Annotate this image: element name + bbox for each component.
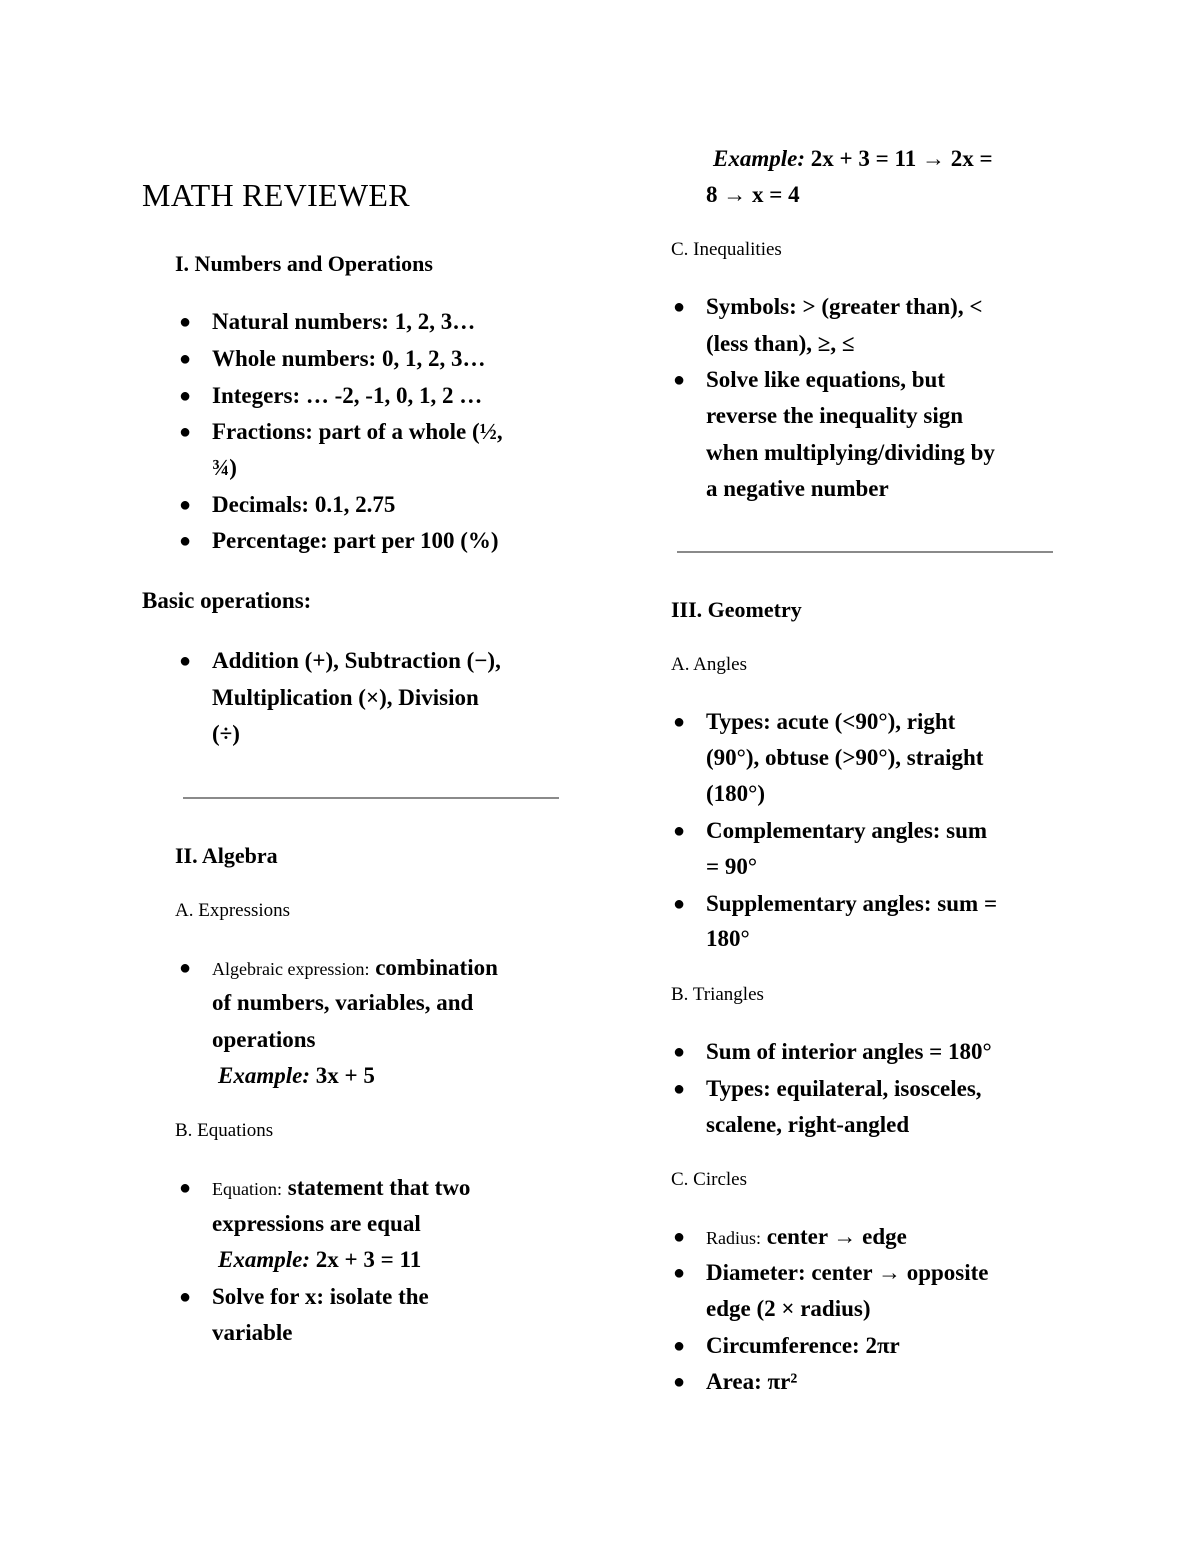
bullet-icon: ● [673, 711, 686, 733]
bullet-icon: ● [179, 494, 192, 516]
bullet-icon: ● [179, 957, 192, 979]
list-item: ● Solve like equations, but [706, 362, 945, 399]
list-item-continuation: reverse the inequality sign [706, 403, 964, 428]
triangles-subheading: B. Triangles [671, 984, 764, 1005]
circles-subheading: C. Circles [671, 1169, 747, 1190]
list-item-continuation: 180° [706, 926, 750, 951]
example-line: Example: 2x + 3 = 11 → 2x = [713, 146, 993, 171]
list-item: ● Radius: center → edge [706, 1219, 907, 1257]
list-item: ● Complementary angles: sum [706, 813, 987, 850]
bullet-icon: ● [673, 1262, 686, 1284]
example-line: Example: 2x + 3 = 11 [218, 1247, 422, 1272]
section-2-heading: II. Algebra [175, 843, 278, 868]
basic-operations-heading: Basic operations: [142, 588, 312, 613]
list-item: ● Sum of interior angles = 180° [706, 1034, 992, 1071]
list-item-continuation: (÷) [212, 721, 240, 746]
page-title: MATH REVIEWER [142, 177, 410, 213]
bullet-icon: ● [673, 1078, 686, 1100]
bullet-icon: ● [673, 296, 686, 318]
list-item: ● Circumference: 2πr [706, 1328, 900, 1365]
list-item: ● Whole numbers: 0, 1, 2, 3… [212, 341, 485, 378]
list-item-continuation: edge (2 × radius) [706, 1296, 871, 1321]
list-item: ● Area: πr² [706, 1364, 797, 1401]
bullet-icon: ● [179, 348, 192, 370]
list-item-continuation: scalene, right-angled [706, 1112, 910, 1137]
list-item: ● Symbols: > (greater than), < [706, 289, 982, 326]
list-item: ● Integers: … -2, -1, 0, 1, 2 … [212, 378, 482, 415]
list-item-continuation: of numbers, variables, and [212, 990, 474, 1015]
list-item: ● Percentage: part per 100 (%) [212, 523, 499, 560]
list-item-continuation: a negative number [706, 476, 889, 501]
list-item: ● Decimals: 0.1, 2.75 [212, 487, 395, 524]
bullet-icon: ● [179, 650, 192, 672]
bullet-icon: ● [179, 311, 192, 333]
bullet-icon: ● [673, 1041, 686, 1063]
list-item: ● Types: equilateral, isosceles, [706, 1071, 982, 1108]
bullet-icon: ● [179, 530, 192, 552]
inequalities-subheading: C. Inequalities [671, 239, 782, 260]
list-item-continuation: (90°), obtuse (>90°), straight [706, 745, 984, 770]
list-item: ● Algebraic expression: combination [212, 950, 498, 988]
bullet-icon: ● [673, 893, 686, 915]
list-item-continuation: variable [212, 1320, 293, 1345]
list-item-continuation: (less than), ≥, ≤ [706, 331, 855, 356]
bullet-icon: ● [179, 385, 192, 407]
list-item-continuation: ¾) [212, 455, 237, 480]
section-divider [183, 797, 559, 799]
bullet-icon: ● [179, 421, 192, 443]
list-item: ● Addition (+), Subtraction (−), [212, 643, 501, 680]
bullet-icon: ● [179, 1177, 192, 1199]
bullet-icon: ● [673, 1226, 686, 1248]
angles-subheading: A. Angles [671, 654, 747, 675]
expressions-subheading: A. Expressions [175, 900, 291, 921]
section-1-heading: I. Numbers and Operations [175, 251, 433, 276]
list-item-continuation: (180°) [706, 781, 766, 806]
list-item-continuation: Multiplication (×), Division [212, 685, 479, 710]
bullet-icon: ● [673, 369, 686, 391]
bullet-icon: ● [179, 1286, 192, 1308]
list-item: ● Supplementary angles: sum = [706, 886, 997, 923]
list-item: ● Equation: statement that two [212, 1170, 470, 1208]
list-item: ● Solve for x: isolate the [212, 1279, 429, 1316]
list-item: ● Diameter: center → opposite [706, 1255, 989, 1292]
list-item-continuation: when multiplying/dividing by [706, 440, 995, 465]
list-item: ● Types: acute (<90°), right [706, 704, 955, 741]
list-item: ● Fractions: part of a whole (½, [212, 414, 503, 451]
equations-subheading: B. Equations [175, 1120, 274, 1141]
section-divider [677, 551, 1053, 553]
section-3-heading: III. Geometry [671, 597, 802, 622]
list-item-continuation: expressions are equal [212, 1211, 421, 1236]
bullet-icon: ● [673, 820, 686, 842]
bullet-icon: ● [673, 1335, 686, 1357]
bullet-icon: ● [673, 1371, 686, 1393]
example-continuation: 8 → x = 4 [706, 182, 800, 207]
list-item-continuation: = 90° [706, 854, 758, 879]
example-line: Example: 3x + 5 [218, 1063, 375, 1088]
list-item-continuation: operations [212, 1027, 316, 1052]
list-item: ● Natural numbers: 1, 2, 3… [212, 304, 475, 341]
